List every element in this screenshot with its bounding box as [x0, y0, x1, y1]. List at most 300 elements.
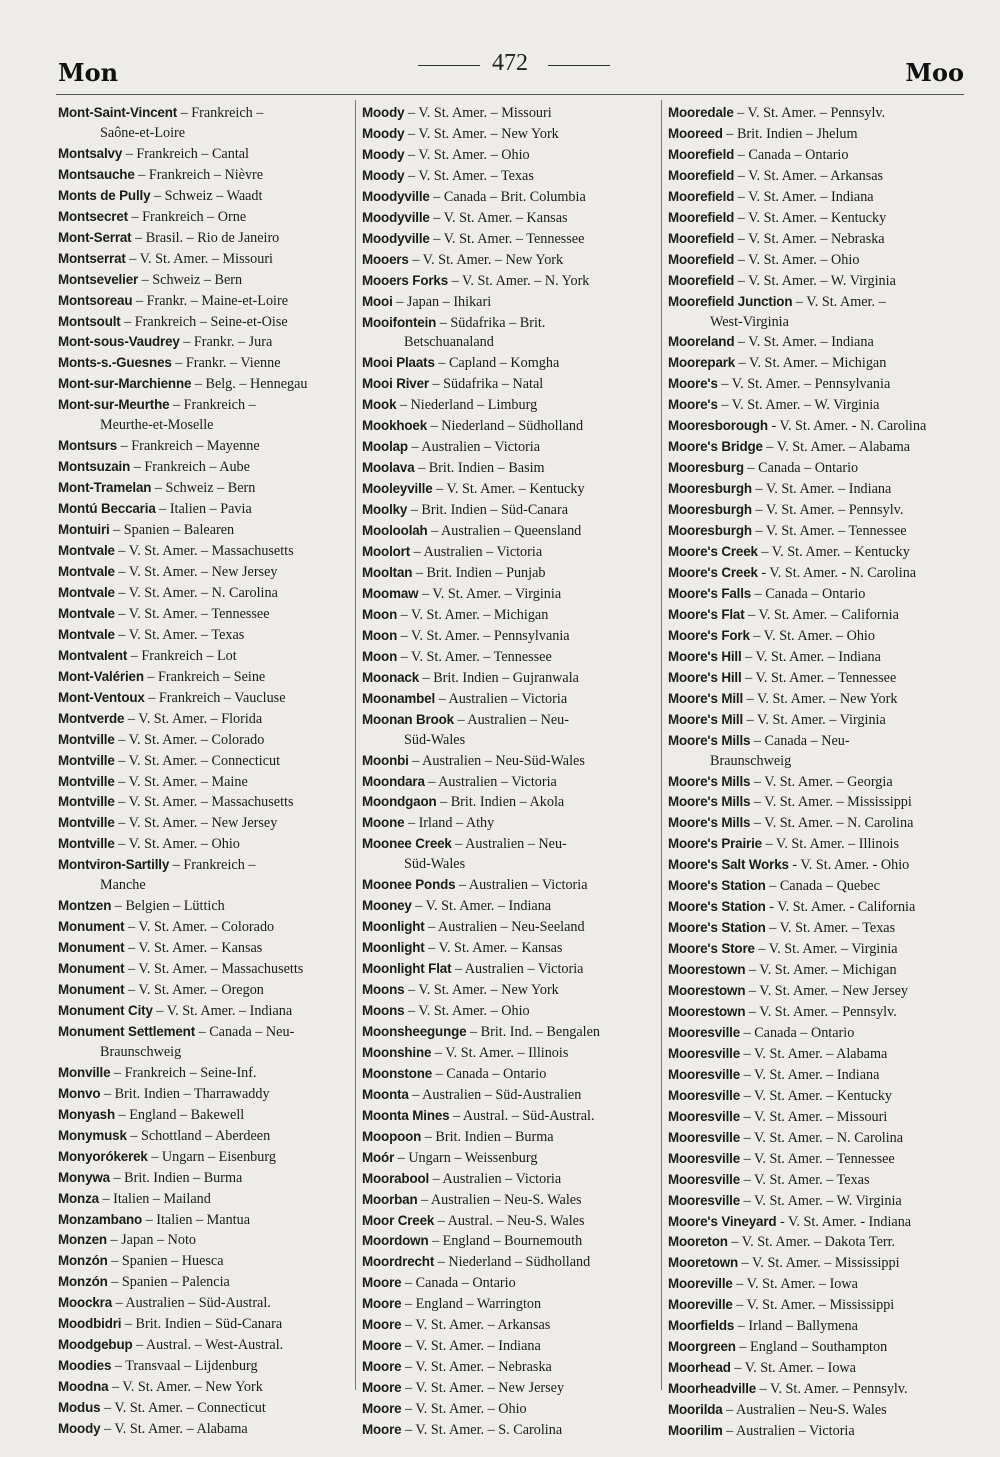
entry-location: – Frankreich – Mayenne	[117, 438, 260, 455]
entry-headword: Moorabool	[362, 1170, 430, 1186]
entry-headword: Moodyville	[362, 188, 430, 204]
entry-headword: Monywa	[58, 1169, 110, 1185]
entry-location: – V. St. Amer. – Connecticut	[100, 1400, 266, 1417]
gazetteer-entry	[58, 1001, 352, 1022]
entry-location: – V. St. Amer. – Alabama	[740, 1045, 888, 1062]
entry-location: – Australien – Süd-Austral.	[112, 1295, 271, 1312]
gazetteer-entry	[362, 166, 656, 187]
entry-location: – Frankreich – Orne	[127, 208, 247, 225]
entry-headword: Moonack	[362, 669, 419, 685]
entry-location: – Australien – Süd-Australien	[408, 1086, 582, 1103]
entry-location: – England – Warrington	[401, 1296, 542, 1313]
gazetteer-entry	[58, 730, 352, 751]
gazetteer-entry	[668, 521, 962, 542]
entry-location: – Frankr. – Vienne	[171, 355, 281, 372]
entry-headword: Montville	[58, 836, 115, 852]
entry-location: – Niederland – Südholland	[434, 1254, 591, 1271]
gazetteer-entry	[58, 917, 352, 938]
gazetteer-entry	[668, 187, 962, 208]
gazetteer-entry	[58, 395, 352, 436]
gazetteer-entry	[58, 228, 352, 249]
entry-location: – V. St. Amer. – Ohio	[401, 1401, 527, 1418]
entry-headword: Moody	[362, 125, 405, 141]
entry-location: – V. St. Amer. – New York	[743, 690, 898, 707]
gazetteer-entry	[58, 499, 352, 520]
entry-continuation: Betschuanaland	[404, 334, 494, 351]
entry-headword: Moonshine	[362, 1044, 432, 1060]
entry-location: – Brit. Indien – Süd-Canara	[121, 1316, 283, 1333]
gazetteer-entry	[362, 1043, 656, 1064]
gazetteer-entry	[668, 772, 962, 793]
entry-location: – Brit. Indien – Gujranwala	[419, 669, 579, 686]
entry-headword: Moore's Mill	[668, 690, 744, 706]
entry-location: – V. St. Amer. – New Jersey	[401, 1380, 565, 1397]
gazetteer-entry	[668, 1107, 962, 1128]
entry-location: – Austral. – Süd-Austral.	[449, 1107, 595, 1124]
gazetteer-entry	[668, 1044, 962, 1065]
entry-location: – Irland – Athy	[404, 815, 495, 832]
gazetteer-entry	[362, 689, 656, 710]
gazetteer-entry	[362, 145, 656, 166]
entry-headword: Montsuzain	[58, 459, 131, 475]
entry-location: – Canada – Brit. Columbia	[429, 188, 586, 205]
entry-headword: Mont-Valérien	[58, 668, 144, 684]
entry-location: – V. St. Amer. – Pennsylv.	[756, 1381, 908, 1398]
entry-location: – V. St. Amer. – Virginia	[418, 585, 562, 602]
gazetteer-entry	[362, 917, 656, 938]
entry-location: – Niederland – Südholland	[427, 418, 584, 435]
gazetteer-entry	[58, 1230, 352, 1251]
entry-headword: Moolava	[362, 460, 415, 476]
entry-location: – V. St. Amer. – Alabama	[762, 439, 911, 456]
entry-headword: Mooresville	[668, 1192, 741, 1208]
gazetteer-entry	[668, 981, 962, 1002]
entry-location: – V. St. Amer. – Indiana	[740, 1066, 880, 1083]
entry-location: – V. St. Amer. – Kansas	[429, 209, 568, 226]
gazetteer-entry	[362, 500, 656, 521]
entry-headword: Mooresburgh	[668, 523, 752, 539]
entry-location: – V. St. Amer. – Arkansas	[734, 167, 884, 184]
gazetteer-entry	[362, 437, 656, 458]
gazetteer-entry	[58, 1356, 352, 1377]
gazetteer-entry	[668, 1065, 962, 1086]
entry-location: – Schottland – Aberdeen	[126, 1127, 271, 1144]
gazetteer-entry	[58, 520, 352, 541]
entry-headword: Moonlight Flat	[362, 961, 452, 977]
entry-location: – Belgien – Lüttich	[111, 898, 225, 915]
entry-location: – Belg. – Hennegau	[191, 376, 308, 393]
entry-location: – V. St. Amer. – New York	[404, 125, 559, 142]
gazetteer-entry	[58, 1168, 352, 1189]
entry-location: – V. St. Amer. – Indiana	[401, 1338, 541, 1355]
entry-headword: Mont-sur-Marchienne	[58, 376, 192, 392]
gazetteer-entry	[668, 1379, 962, 1400]
entry-location: – Ungarn – Weissenburg	[394, 1149, 538, 1166]
entry-headword: Montville	[58, 731, 115, 747]
entry-location: – V. St. Amer. – Indiana	[751, 481, 892, 498]
entry-headword: Moodyville	[362, 230, 430, 246]
gazetteer-entry	[58, 1398, 352, 1419]
entry-headword: Moodies	[58, 1358, 112, 1374]
entry-location: – Australien – Victoria	[455, 877, 588, 894]
entry-headword: Mooi	[362, 293, 393, 309]
gazetteer-entry	[58, 792, 352, 813]
entry-location: – Frankreich – Seine-et-Oise	[120, 313, 288, 330]
gazetteer-entry	[58, 834, 352, 855]
entry-location: – Australien – Victoria	[407, 439, 541, 456]
gazetteer-entry	[668, 1149, 962, 1170]
gazetteer-entry	[668, 1212, 962, 1233]
gazetteer-entry	[58, 1189, 352, 1210]
entry-headword: Moor Creek	[362, 1212, 435, 1228]
entry-location: – V. St. Amer. – Indiana	[741, 648, 881, 665]
gazetteer-entry	[58, 207, 352, 228]
gazetteer-entry	[668, 1337, 962, 1358]
gazetteer-entry	[58, 1251, 352, 1272]
gazetteer-entry	[362, 626, 656, 647]
gazetteer-entry	[668, 1232, 962, 1253]
entry-location: – V. St. Amer. – Colorado	[114, 731, 265, 748]
gazetteer-entry	[362, 938, 656, 959]
entry-headword: Monvo	[58, 1085, 101, 1101]
entry-location: – V. St. Amer. – Michigan	[397, 606, 549, 623]
entry-location: – Frankreich –	[177, 105, 264, 121]
gazetteer-entry	[362, 395, 656, 416]
entry-headword: Moolap	[362, 439, 408, 455]
entry-headword: Moore's Station	[668, 878, 766, 894]
entry-location: – Canada – Ontario	[751, 585, 866, 602]
gazetteer-entry	[58, 751, 352, 772]
gazetteer-entry	[668, 416, 962, 437]
entry-headword: Moons	[362, 982, 405, 998]
gazetteer-entry	[668, 292, 962, 333]
gazetteer-entry	[668, 145, 962, 166]
gazetteer-entry	[362, 875, 656, 896]
gazetteer-entry	[668, 1191, 962, 1212]
gazetteer-entry	[58, 1210, 352, 1231]
gazetteer-entry	[58, 562, 352, 583]
entry-location: – Canada – Ontario	[734, 146, 849, 163]
entry-location: – Transvaal – Lijdenburg	[111, 1358, 258, 1375]
entry-location: – V. St. Amer. – Pennsylv.	[751, 502, 904, 519]
entry-headword: Moonambel	[362, 690, 436, 706]
entry-location: – V. St. Amer. – Kentucky	[432, 481, 585, 498]
entry-location: – V. St. Amer. – Indiana	[734, 334, 874, 351]
entry-headword: Mooreland	[668, 334, 735, 350]
gazetteer-entry	[362, 1273, 656, 1294]
gazetteer-entry	[58, 1126, 352, 1147]
gazetteer-entry	[668, 500, 962, 521]
entry-headword: Montvale	[58, 563, 115, 579]
entry-location: – V. St. Amer. – Illinois	[761, 836, 900, 853]
entry-continuation: Braunschweig	[100, 1043, 182, 1060]
gazetteer-entry	[58, 813, 352, 834]
entry-location: – Brit. Indien – Burma	[109, 1169, 243, 1186]
gazetteer-entry	[668, 208, 962, 229]
gazetteer-entry	[58, 896, 352, 917]
entry-location: – Frankreich –	[169, 857, 256, 874]
gazetteer-entry	[668, 458, 962, 479]
entry-headword: Moomaw	[362, 585, 419, 601]
gazetteer-entry	[668, 668, 962, 689]
entry-headword: Monyorókerek	[58, 1148, 148, 1164]
gazetteer-entry	[58, 249, 352, 270]
gazetteer-entry	[58, 541, 352, 562]
entry-headword: Mont-sur-Meurthe	[58, 397, 170, 413]
entry-headword: Montville	[58, 752, 115, 768]
entry-location: – V. St. Amer. – Georgia	[750, 773, 893, 790]
gazetteer-entry	[362, 187, 656, 208]
entry-headword: Mooresville	[668, 1129, 741, 1145]
entry-headword: Mont-Ventoux	[58, 689, 145, 705]
entry-location: – Brit. Ind. – Bengalen	[466, 1023, 601, 1040]
entry-location: – Brit. Indien – Punjab	[412, 564, 546, 581]
entry-location: - V. St. Amer. - N. Carolina	[757, 564, 917, 581]
entry-headword: Moorefield	[668, 188, 735, 204]
entry-location: – V. St. Amer. – Nebraska	[401, 1359, 552, 1376]
entry-headword: Moordrecht	[362, 1254, 435, 1270]
entry-continuation: West-Virginia	[710, 313, 789, 330]
entry-headword: Montú Beccaria	[58, 501, 156, 517]
entry-location: – Niederland – Limburg	[396, 397, 538, 414]
entry-location: – Südafrika – Brit.	[436, 314, 546, 331]
entry-headword: Mooresville	[668, 1024, 741, 1040]
entry-headword: Mooreton	[668, 1234, 728, 1250]
gazetteer-entry	[362, 353, 656, 374]
gazetteer-entry	[668, 229, 962, 250]
entry-headword: Monts-s.-Guesnes	[58, 355, 172, 371]
gazetteer-entry	[362, 374, 656, 395]
gazetteer-entry	[58, 291, 352, 312]
entry-location: – V. St. Amer. – Ohio	[749, 627, 875, 644]
gazetteer-entry	[362, 813, 656, 834]
gazetteer-entry	[668, 1316, 962, 1337]
gazetteer-entry	[58, 583, 352, 604]
page-header	[0, 44, 1000, 94]
entry-headword: Mook	[362, 397, 397, 413]
gazetteer-entry	[58, 855, 352, 896]
entry-headword: Moorestown	[668, 983, 746, 999]
entry-location: – V. St. Amer. – Pennsylvania	[717, 376, 891, 393]
gazetteer-entry	[668, 731, 962, 772]
gazetteer-entry	[362, 416, 656, 437]
entry-headword: Moonlight	[362, 919, 425, 935]
entry-continuation: Süd-Wales	[404, 731, 466, 748]
entry-location: - V. St. Amer. - Indiana	[776, 1213, 912, 1230]
entry-headword: Moorefield	[668, 230, 735, 246]
entry-headword: Moolort	[362, 544, 411, 560]
gazetteer-entry	[362, 772, 656, 793]
entry-headword: Mooretown	[668, 1255, 739, 1271]
entry-headword: Moon	[362, 648, 398, 664]
column-2	[362, 103, 656, 1439]
entry-location: – Irland – Ballymena	[734, 1318, 858, 1335]
entry-location: – Brit. Indien – Jhelum	[722, 125, 858, 142]
gazetteer-entry	[668, 1253, 962, 1274]
entry-headword: Moorheadville	[668, 1381, 757, 1397]
gazetteer-entry	[362, 710, 656, 751]
entry-location: – Australien – Neu-Seeland	[424, 919, 585, 936]
entry-headword: Moore's Flat	[668, 606, 745, 622]
entry-location: – V. St. Amer. – Indiana	[411, 898, 552, 915]
entry-headword: Monymusk	[58, 1127, 127, 1143]
gazetteer-entry	[362, 792, 656, 813]
entry-headword: Moore	[362, 1275, 402, 1291]
entry-headword: Mooloolah	[362, 523, 428, 539]
entry-location: – V. St. Amer. – Texas	[404, 167, 534, 184]
entry-location: – Australien – Neu-Süd-Wales	[408, 752, 585, 769]
gazetteer-entry	[58, 436, 352, 457]
entry-location: – V. St. Amer. – Michigan	[735, 355, 887, 372]
gazetteer-entry	[58, 772, 352, 793]
entry-headword: Moorgreen	[668, 1339, 736, 1355]
gazetteer-entry	[362, 1148, 656, 1169]
entry-location: – Canada – Neu-	[750, 732, 850, 749]
entry-location: – V. St. Amer. – Virginia	[754, 941, 898, 958]
entry-location: – V. St. Amer. – Dakota Terr.	[727, 1234, 896, 1251]
gazetteer-entry	[58, 103, 352, 144]
entry-headword: Mooresville	[668, 1045, 741, 1061]
gazetteer-entry	[58, 938, 352, 959]
entry-headword: Monville	[58, 1064, 111, 1080]
entry-location: – Canada – Ontario	[401, 1275, 516, 1292]
gazetteer-entry	[58, 478, 352, 499]
entry-location: - V. St. Amer. - N. Carolina	[767, 418, 927, 435]
gazetteer-entry	[362, 980, 656, 1001]
entry-location: – V. St. Amer. – Missouri	[740, 1108, 888, 1125]
entry-headword: Monument Settlement	[58, 1023, 196, 1039]
entry-headword: Moore's Creek	[668, 544, 758, 560]
gazetteer-entry	[58, 1105, 352, 1126]
gazetteer-entry	[668, 813, 962, 834]
entry-headword: Moons	[362, 1002, 405, 1018]
gazetteer-entry	[668, 834, 962, 855]
gazetteer-entry	[362, 542, 656, 563]
entry-headword: Moore	[362, 1422, 402, 1438]
gazetteer-entry	[668, 584, 962, 605]
entry-location: – Austral. – Neu-S. Wales	[434, 1212, 585, 1229]
entry-headword: Mooers	[362, 251, 409, 267]
entry-location: – Australien – Neu-	[451, 836, 567, 853]
gazetteer-entry	[668, 1023, 962, 1044]
gazetteer-entry	[362, 292, 656, 313]
entry-location: – V. St. Amer. – Ohio	[734, 251, 860, 268]
header-rule-right	[548, 65, 610, 66]
entry-location: – Spanien – Balearen	[109, 522, 235, 539]
gazetteer-entry	[58, 144, 352, 165]
gazetteer-entry	[362, 1169, 656, 1190]
gazetteer-entry	[668, 960, 962, 981]
entry-headword: Moore's	[668, 376, 718, 392]
entry-headword: Moore's	[668, 397, 718, 413]
entry-location: – V. St. Amer. – Pennsylv.	[733, 105, 886, 121]
gazetteer-entry	[362, 313, 656, 354]
gazetteer-entry	[58, 709, 352, 730]
entry-location: – V. St. Amer. – Pennsylvania	[397, 627, 570, 644]
entry-headword: Mooresburgh	[668, 502, 752, 518]
gazetteer-entry	[362, 1294, 656, 1315]
entry-location: – Australien – Victoria	[435, 690, 568, 707]
entry-location: – Japan – Ihikari	[392, 293, 492, 310]
entry-headword: Moore's Mills	[668, 732, 751, 748]
entry-headword: Mont-Serrat	[58, 229, 132, 245]
entry-location: – V. St. Amer. – Kansas	[424, 940, 563, 957]
entry-headword: Moorfields	[668, 1318, 735, 1334]
entry-location: – Japan – Noto	[106, 1232, 196, 1249]
gazetteer-entry	[58, 1314, 352, 1335]
entry-location: – Frankr. – Jura	[179, 334, 273, 351]
entry-headword: Moorefield	[668, 167, 735, 183]
gazetteer-entry	[362, 229, 656, 250]
entry-headword: Moolky	[362, 502, 408, 518]
entry-location: – Frankreich – Seine-Inf.	[110, 1064, 257, 1081]
entry-headword: Mooresville	[668, 1171, 741, 1187]
entry-location: – Italien – Mailand	[98, 1190, 211, 1207]
gazetteer-entry	[362, 1378, 656, 1399]
entry-location: – V. St. Amer. –	[792, 293, 886, 310]
gazetteer-entry	[668, 563, 962, 584]
entry-location: – V. St. Amer. – Arkansas	[401, 1317, 551, 1334]
entry-headword: Moore	[362, 1380, 402, 1396]
entry-headword: Montvale	[58, 543, 115, 559]
entry-location: – V. St. Amer. – Indiana	[734, 188, 874, 205]
gazetteer-entry	[668, 647, 962, 668]
entry-headword: Moore's Hill	[668, 648, 742, 664]
gazetteer-entry	[58, 604, 352, 625]
entry-location: – Schweiz – Waadt	[150, 187, 263, 204]
gazetteer-entry	[362, 834, 656, 875]
gazetteer-entry	[58, 1147, 352, 1168]
gazetteer-entry	[668, 1170, 962, 1191]
entry-headword: Moopoon	[362, 1128, 422, 1144]
entry-headword: Montzen	[58, 898, 112, 914]
entry-headword: Moonbi	[362, 752, 409, 768]
entry-headword: Moorhead	[668, 1360, 731, 1376]
entry-location: – V. St. Amer. – Massachusetts	[114, 543, 294, 560]
entry-location: – V. St. Amer. – Kentucky	[734, 209, 887, 226]
entry-headword: Mooleyville	[362, 481, 433, 497]
gazetteer-entry	[362, 1211, 656, 1232]
gazetteer-entry	[362, 1085, 656, 1106]
entry-headword: Moorilim	[668, 1423, 723, 1439]
entry-location: - V. St. Amer. - Ohio	[788, 857, 910, 874]
entry-headword: Moorefield Junction	[668, 293, 793, 309]
entry-location: – Frankreich – Vaucluse	[144, 689, 286, 706]
entry-headword: Mooers Forks	[362, 272, 449, 288]
gazetteer-entry	[362, 1315, 656, 1336]
entry-location: – V. St. Amer. – Pennsylv.	[745, 1003, 897, 1020]
column-divider-2	[661, 100, 662, 1390]
entry-headword: Moore's Hill	[668, 669, 742, 685]
entry-location: – V. St. Amer. – Virginia	[743, 711, 886, 728]
entry-location: – Frankreich – Cantal	[122, 145, 250, 162]
entry-headword: Moore's Station	[668, 920, 766, 936]
entry-headword: Montsoreau	[58, 292, 133, 308]
entry-location: – Italien – Mantua	[142, 1211, 251, 1228]
entry-location: – V. St. Amer. – Texas	[765, 920, 896, 937]
gazetteer-entry	[362, 1420, 656, 1441]
gazetteer-entry	[668, 124, 962, 145]
gazetteer-entry	[668, 1421, 962, 1442]
entry-location: – V. St. Amer. – Kentucky	[757, 544, 910, 561]
entry-headword: Moodyville	[362, 209, 430, 225]
entry-location: – V. St. Amer. – Texas	[114, 626, 245, 643]
entry-headword: Montville	[58, 773, 115, 789]
entry-headword: Mooresborough	[668, 418, 768, 434]
entry-location: – Australien – Victoria	[410, 544, 543, 561]
entry-continuation: Süd-Wales	[404, 856, 466, 873]
entry-headword: Moore	[362, 1359, 402, 1375]
